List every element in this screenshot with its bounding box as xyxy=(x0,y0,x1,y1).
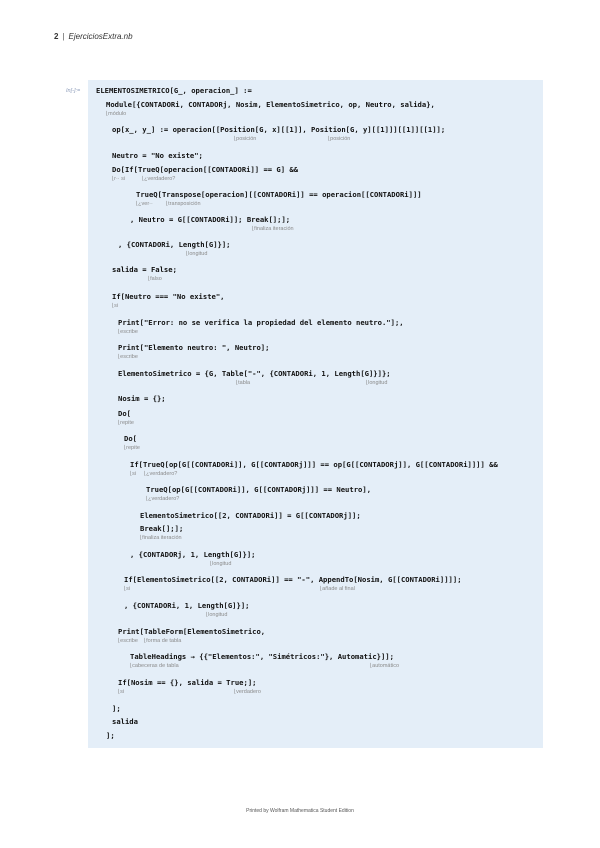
syntax-hint: ⌊módulo xyxy=(106,111,127,117)
syntax-hint: ⌊posición xyxy=(328,136,351,142)
syntax-hint: ⌊tabla xyxy=(236,380,251,386)
syntax-hint: ⌊finaliza iteración xyxy=(140,535,182,541)
page-header xyxy=(54,32,133,41)
syntax-hint: ⌊r·· si xyxy=(112,176,126,182)
code-line[interactable]: If[TrueQ[op[G[[CONTADORi]], G[[CONTADORj]]] == op[G[[CONTADORj]], G[[CONTADORi]]]] && xyxy=(130,460,498,469)
syntax-hint: ⌊automático xyxy=(370,663,400,669)
syntax-hint: ⌊repite xyxy=(118,420,134,426)
syntax-hint: ⌊¿verdadero? xyxy=(144,471,178,477)
syntax-hint: ⌊posición xyxy=(234,136,257,142)
code-line[interactable]: ELEMENTOSIMETRICO[G_, operacion_] := xyxy=(96,86,252,95)
syntax-hint: ⌊forma de tabla xyxy=(144,638,182,644)
code-line[interactable]: Print[TableForm[ElementoSimetrico, xyxy=(118,627,266,636)
syntax-hint: ⌊longitud xyxy=(206,612,228,618)
syntax-hint: ⌊repite xyxy=(124,445,140,451)
syntax-hint: ⌊¿ver·· xyxy=(136,201,153,207)
code-line[interactable]: salida = False; xyxy=(112,265,177,274)
code-line[interactable]: ElementoSimetrico[[2, CONTADORi]] = G[[CONTADORj]]; xyxy=(140,511,361,520)
code-line[interactable]: Module[{CONTADORi, CONTADORj, Nosim, ElementoSimetrico, op, Neutro, salida}, xyxy=(106,100,435,109)
code-line[interactable]: Print["Elemento neutro: ", Neutro]; xyxy=(118,343,270,352)
code-line[interactable]: If[ElementoSimetrico[[2, CONTADORi]] == "-", AppendTo[Nosim, G[[CONTADORi]]]]; xyxy=(124,575,462,584)
input-cell-label: In[-]:= xyxy=(66,88,81,94)
syntax-hint: ⌊si xyxy=(124,586,131,592)
print-footer: Printed by Wolfram Mathematica Student Edition xyxy=(246,808,354,814)
code-line[interactable]: , Neutro = G[[CONTADORi]]; Break[];]; xyxy=(130,215,291,224)
code-line[interactable]: Do[ xyxy=(124,434,137,443)
syntax-hint: ⌊escribe xyxy=(118,638,138,644)
code-line[interactable]: TableHeadings → {{"Elementos:", "Simétricos:"}, Automatic}]]; xyxy=(130,652,394,661)
syntax-hint: ⌊¿verdadero? xyxy=(142,176,176,182)
code-line[interactable]: Break[];]; xyxy=(140,524,184,533)
input-cell[interactable] xyxy=(88,80,543,748)
syntax-hint: ⌊cabeceras de tabla xyxy=(130,663,179,669)
code-line[interactable]: Do[If[TrueQ[operacion[[CONTADORi]] == G] && xyxy=(112,165,299,174)
code-line[interactable]: op[x_, y_] := operacion[[Position[G, x][[1]], Position[G, y][[1]]][[1]][[1]]; xyxy=(112,125,446,134)
syntax-hint: ⌊longitud xyxy=(186,251,208,257)
syntax-hint: ⌊añade al final xyxy=(320,586,355,592)
code-line[interactable]: ]; xyxy=(106,731,115,740)
code-line[interactable]: If[Neutro === "No existe", xyxy=(112,292,225,301)
code-line[interactable]: Do[ xyxy=(118,409,131,418)
code-line[interactable]: salida xyxy=(112,717,138,726)
notebook-filename: EjerciciosExtra.nb xyxy=(68,32,133,41)
code-line[interactable]: , {CONTADORi, Length[G]}]; xyxy=(118,240,231,249)
page-number: 2 xyxy=(54,32,59,41)
code-line[interactable]: Nosim = {}; xyxy=(118,394,166,403)
syntax-hint: ⌊¿verdadero? xyxy=(146,496,180,502)
syntax-hint: ⌊finaliza iteración xyxy=(252,226,294,232)
syntax-hint: ⌊verdadero xyxy=(234,689,261,695)
code-line[interactable]: ]; xyxy=(112,704,121,713)
syntax-hint: ⌊si xyxy=(112,303,119,309)
syntax-hint: ⌊transposición xyxy=(166,201,201,207)
code-line[interactable]: If[Nosim == {}, salida = True;]; xyxy=(118,678,257,687)
syntax-hint: ⌊escribe xyxy=(118,354,138,360)
syntax-hint: ⌊falso xyxy=(148,276,162,282)
syntax-hint: ⌊longitud xyxy=(210,561,232,567)
code-line[interactable]: Print["Error: no se verifica la propiedad del elemento neutro."];, xyxy=(118,318,404,327)
header-separator: | xyxy=(62,32,65,41)
code-line[interactable]: Neutro = "No existe"; xyxy=(112,151,203,160)
syntax-hint: ⌊si xyxy=(130,471,137,477)
code-line[interactable]: TrueQ[op[G[[CONTADORi]], G[[CONTADORj]]] == Neutro], xyxy=(146,485,372,494)
syntax-hint: ⌊escribe xyxy=(118,329,138,335)
syntax-hint: ⌊si xyxy=(118,689,125,695)
code-line[interactable]: TrueQ[Transpose[operacion][[CONTADORi]] == operacion[[CONTADORi]]] xyxy=(136,190,422,199)
syntax-hint: ⌊longitud xyxy=(366,380,388,386)
code-line[interactable]: , {CONTADORi, 1, Length[G]}]; xyxy=(124,601,250,610)
code-line[interactable]: ElementoSimetrico = {G, Table["-", {CONTADORi, 1, Length[G]}]}; xyxy=(118,369,391,378)
code-line[interactable]: , {CONTADORj, 1, Length[G]}]; xyxy=(130,550,256,559)
